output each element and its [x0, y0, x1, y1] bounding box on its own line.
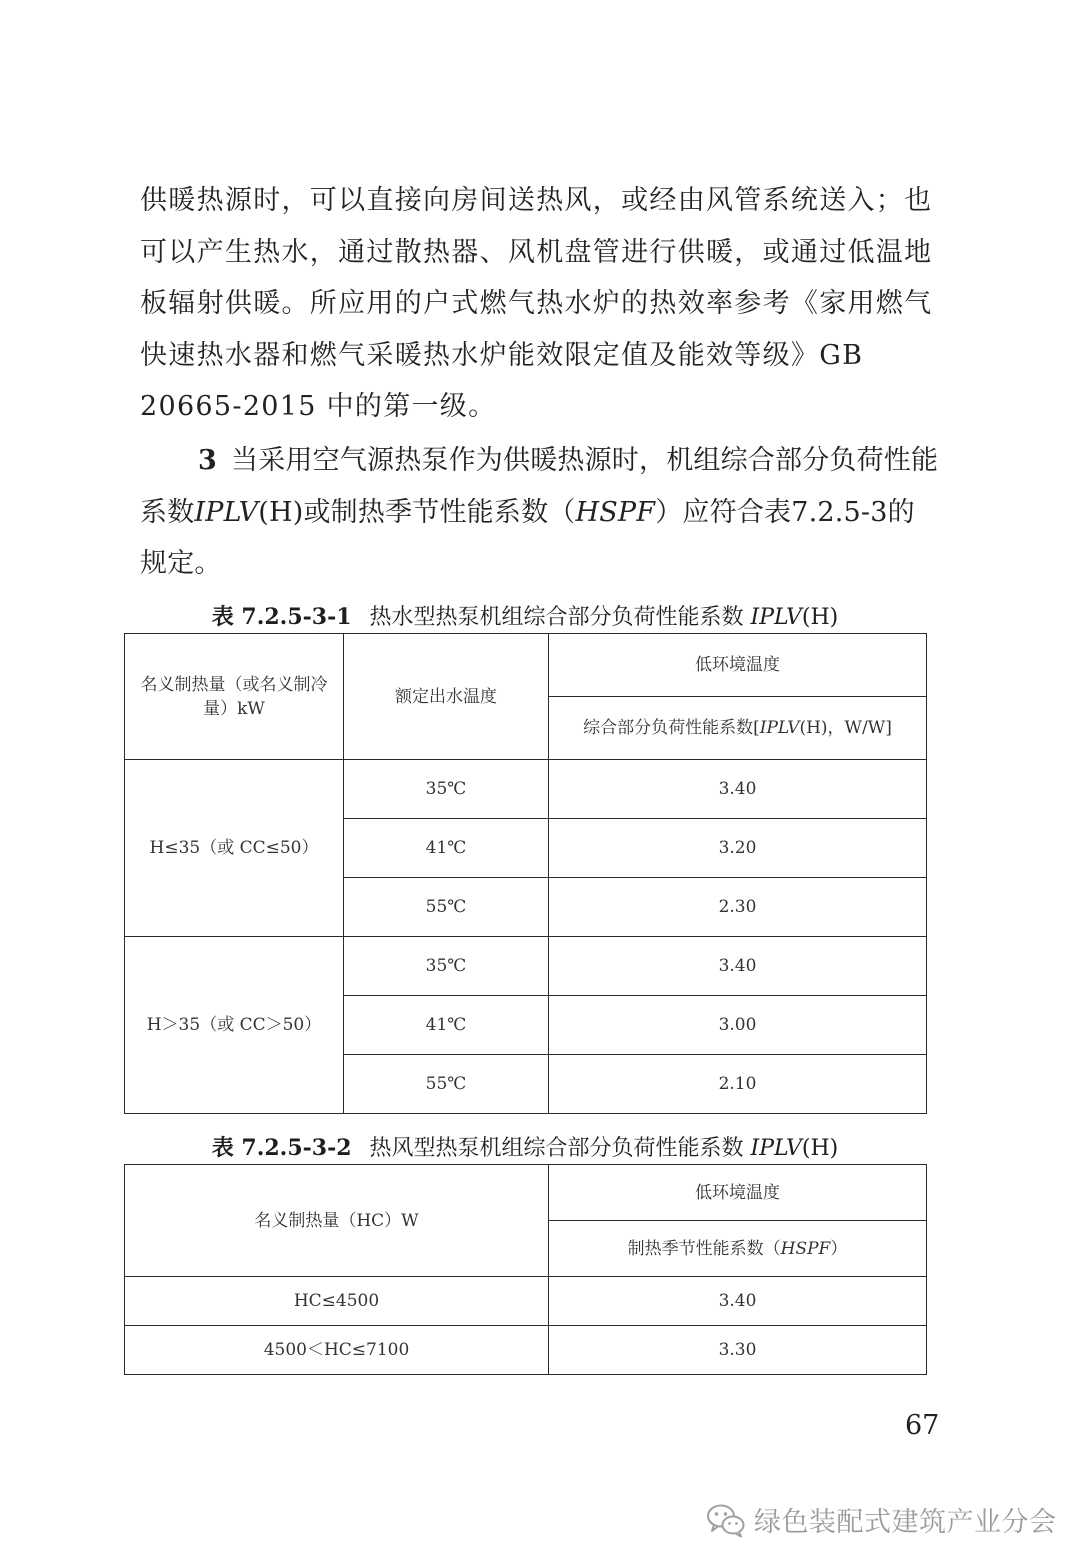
table1-caption-it: IPLV	[750, 605, 802, 630]
table1-value-cell: 3.40	[549, 760, 927, 819]
watermark	[706, 1500, 1057, 1539]
table2-col2-sub-a: 制热季节性能系数（	[627, 1238, 781, 1259]
table1-group-label: H≤35（或 CC≤50）	[125, 760, 344, 937]
table1-col1-header: 名义制热量（或名义制冷量）kW	[125, 634, 344, 760]
table1-col3-header: 低环境温度	[549, 634, 927, 697]
table2-range-cell: HC≤4500	[125, 1277, 549, 1326]
wechat-icon	[706, 1502, 746, 1538]
table1-caption	[124, 600, 926, 631]
table1-col3-sub-b: (H)，W/W]	[799, 718, 892, 738]
table2-col2-header: 低环境温度	[549, 1165, 927, 1221]
watermark-text: 绿色装配式建筑产业分会	[754, 1507, 1057, 1538]
table2-caption-it: IPLV	[750, 1136, 802, 1161]
table2-caption-id: 表 7.2.5-3-2	[211, 1135, 352, 1161]
table2-col2-subheader	[549, 1221, 927, 1277]
table1-caption-id: 表 7.2.5-3-1	[211, 604, 352, 630]
body-paragraph-2	[140, 435, 940, 590]
body-paragraph-1: 供暖热源时，可以直接向房间送热风，或经由风管系统送入；也可以产生热水，通过散热器、风机盘管进行供暖，或通过低温地板辐射供暖。所应用的户式燃气热水炉的热效率参考《家用燃气快速热水器和燃气采暖热水炉能效限定值及能效等级》GB 20665-2015 中的第一级。	[140, 185, 933, 422]
table2-col2-sub-b: ）	[830, 1238, 848, 1259]
table2-caption-a: 热风型热泵机组综合部分负荷性能系数	[369, 1136, 751, 1161]
p2-hspf: HSPF	[575, 496, 656, 528]
table2-col2-sub-it: HSPF	[780, 1238, 831, 1259]
table1-group-label: H＞35（或 CC＞50）	[125, 937, 344, 1114]
table1	[124, 633, 927, 1114]
table1-temp-cell: 41℃	[344, 996, 549, 1055]
table1-col3-subheader	[549, 697, 927, 760]
table1-col3-sub-it: IPLV	[759, 718, 800, 738]
item-number: 3	[198, 445, 217, 476]
table2-value-cell: 3.30	[549, 1326, 927, 1375]
table1-caption-a: 热水型热泵机组综合部分负荷性能系数	[369, 605, 751, 630]
p2-iplv: IPLV	[194, 496, 259, 528]
table1-caption-title	[370, 605, 839, 630]
table1-value-cell: 3.40	[549, 937, 927, 996]
table1-temp-cell: 35℃	[344, 760, 549, 819]
table2-range-cell: 4500＜HC≤7100	[125, 1326, 549, 1375]
table2-caption-b: (H)	[801, 1136, 839, 1161]
table1-temp-cell: 55℃	[344, 878, 549, 937]
table1-value-cell: 3.20	[549, 819, 927, 878]
table1-col3-sub-a: 综合部分负荷性能系数[	[583, 718, 760, 738]
p2-text-a: 当采用空气源热泵作为供暖热源时，机组综合部分负荷性能系数	[140, 445, 939, 528]
page-number: 67	[905, 1410, 940, 1441]
table1-temp-cell: 55℃	[344, 1055, 549, 1114]
table1-caption-b: (H)	[801, 605, 839, 630]
table2-caption-title	[370, 1136, 839, 1161]
table2-col1-header: 名义制热量（HC）W	[125, 1165, 549, 1277]
table1-value-cell: 2.10	[549, 1055, 927, 1114]
table1-value-cell: 3.00	[549, 996, 927, 1055]
table2	[124, 1164, 927, 1375]
table1-value-cell: 2.30	[549, 878, 927, 937]
table2-caption	[124, 1131, 926, 1162]
table2-value-cell: 3.40	[549, 1277, 927, 1326]
table1-col2-header: 额定出水温度	[344, 634, 549, 760]
table1-temp-cell: 35℃	[344, 937, 549, 996]
p2-text-c: ）应符合表7.2.5-3的规定。	[140, 496, 915, 579]
table1-temp-cell: 41℃	[344, 819, 549, 878]
p2-text-b: (H)或制热季节性能系数（	[258, 496, 576, 528]
